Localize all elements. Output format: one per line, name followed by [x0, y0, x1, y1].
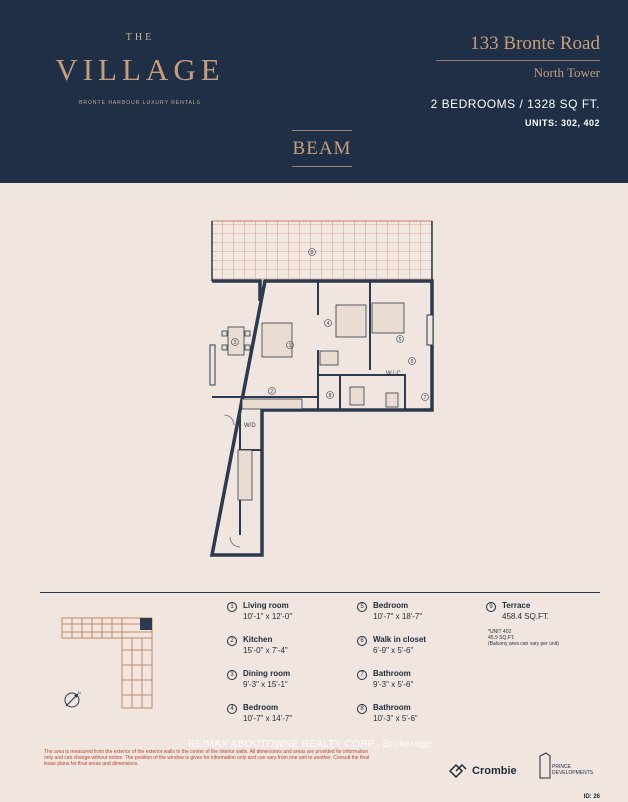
svg-text:4: 4	[326, 321, 330, 327]
bed-size-summary: 2 BEDROOMS / 1328 SQ FT.	[430, 97, 600, 111]
svg-text:7: 7	[423, 395, 427, 401]
svg-text:9: 9	[310, 250, 314, 256]
dresser	[320, 351, 338, 365]
svg-text:5: 5	[398, 337, 402, 343]
wic-label: W.I.C	[386, 371, 401, 377]
room-name: Terrace	[502, 601, 531, 610]
svg-text:N: N	[78, 690, 81, 695]
bed-5	[372, 303, 404, 333]
room-number: 6	[357, 636, 367, 646]
room-name: Bathroom	[373, 669, 411, 678]
prince-logo-icon	[538, 752, 552, 780]
room-dims: 6'-9" x 5'-6"	[373, 646, 414, 655]
header-divider	[436, 60, 600, 61]
room-dims: 10'-7" x 14'-7"	[243, 714, 293, 723]
room-number: 8	[357, 704, 367, 714]
prince-line2: DEVELOPMENTS	[552, 770, 594, 776]
brand-tagline: BRONTE HARBOUR LUXURY RENTALS	[79, 100, 201, 106]
svg-text:8: 8	[328, 393, 332, 399]
room-name: Bedroom	[373, 601, 409, 610]
room-number: 3	[227, 670, 237, 680]
room-name: Bedroom	[243, 703, 279, 712]
room-number: 5	[357, 602, 367, 612]
room-number: 4	[227, 704, 237, 714]
terrace-note-unit: *UNIT 402	[488, 629, 512, 635]
floor-plan	[200, 215, 445, 560]
hall-counter	[238, 450, 252, 500]
units-list: UNITS: 302, 402	[524, 118, 600, 128]
model-divider-top	[292, 130, 352, 131]
brokerage-watermark: RE/MAX ABOUTOWNE REALTY CORP., Brokerage	[188, 739, 432, 750]
bath-tub	[350, 387, 364, 405]
room-dims: 9'-3" x 5'-6"	[373, 680, 414, 689]
compass-icon	[62, 688, 84, 710]
toilet	[386, 393, 398, 407]
disclaimer-text: The area is measured from the exterior of the exterior walls to the center of the interior walls. All dimensions and areas are provided for information only and can change without notice. The position of the window is given for information only and can vary from one unit to another. Consult the final lease plans for final areas and dimensions.	[44, 749, 370, 767]
room-dims: 15'-0" x 7'-4"	[243, 646, 288, 655]
room-name: Dining room	[243, 669, 291, 678]
wd-label: W/D	[244, 423, 256, 429]
kitchen-counter	[242, 399, 302, 409]
room-number: 2	[227, 636, 237, 646]
bed-4	[336, 305, 366, 337]
crombie-logo-text: Crombie	[472, 765, 517, 777]
tower-name: North Tower	[533, 65, 600, 80]
room-name: Bathroom	[373, 703, 411, 712]
address: 133 Bronte Road	[470, 33, 600, 54]
svg-text:3: 3	[233, 340, 237, 346]
furniture	[222, 303, 404, 500]
unit-highlight	[140, 618, 152, 630]
room-name: Kitchen	[243, 635, 273, 644]
section-divider	[40, 592, 600, 593]
room-dims: 10'-1" x 12'-0"	[243, 612, 293, 621]
room-number: 1	[227, 602, 237, 612]
terrace-note-area: 45.9 SQ.FT.	[488, 635, 515, 641]
room-dims: 10'-3" x 5'-6"	[373, 714, 418, 723]
svg-text:6: 6	[410, 359, 414, 365]
room-dims: 10'-7" x 18'-7"	[373, 612, 423, 621]
prince-logo-text	[552, 764, 593, 776]
room-number: 9	[486, 602, 496, 612]
terrace-area	[212, 221, 432, 281]
model-name: BEAM	[292, 138, 352, 159]
svg-text:1: 1	[288, 343, 292, 349]
room-dims: 9'-3" x 15'-1"	[243, 680, 288, 689]
header-banner	[0, 0, 628, 183]
svg-text:2: 2	[270, 389, 274, 395]
room-name: Living room	[243, 601, 289, 610]
room-number: 7	[357, 670, 367, 680]
brand-the: THE	[125, 32, 155, 43]
model-divider-bottom	[292, 166, 352, 167]
room-name: Walk in closet	[373, 635, 427, 644]
sofa	[262, 323, 292, 357]
page-id: ID: 26	[583, 794, 600, 800]
room-dims: 458.4 SQ.FT.	[502, 612, 550, 621]
crombie-logo-icon	[448, 763, 468, 779]
brand-logo-text: VILLAGE	[55, 52, 225, 87]
terrace-note	[488, 629, 559, 647]
prince-line1: PRINCE	[552, 764, 571, 770]
terrace-note-caveat: (Balcony area can vary per unit)	[488, 641, 559, 647]
